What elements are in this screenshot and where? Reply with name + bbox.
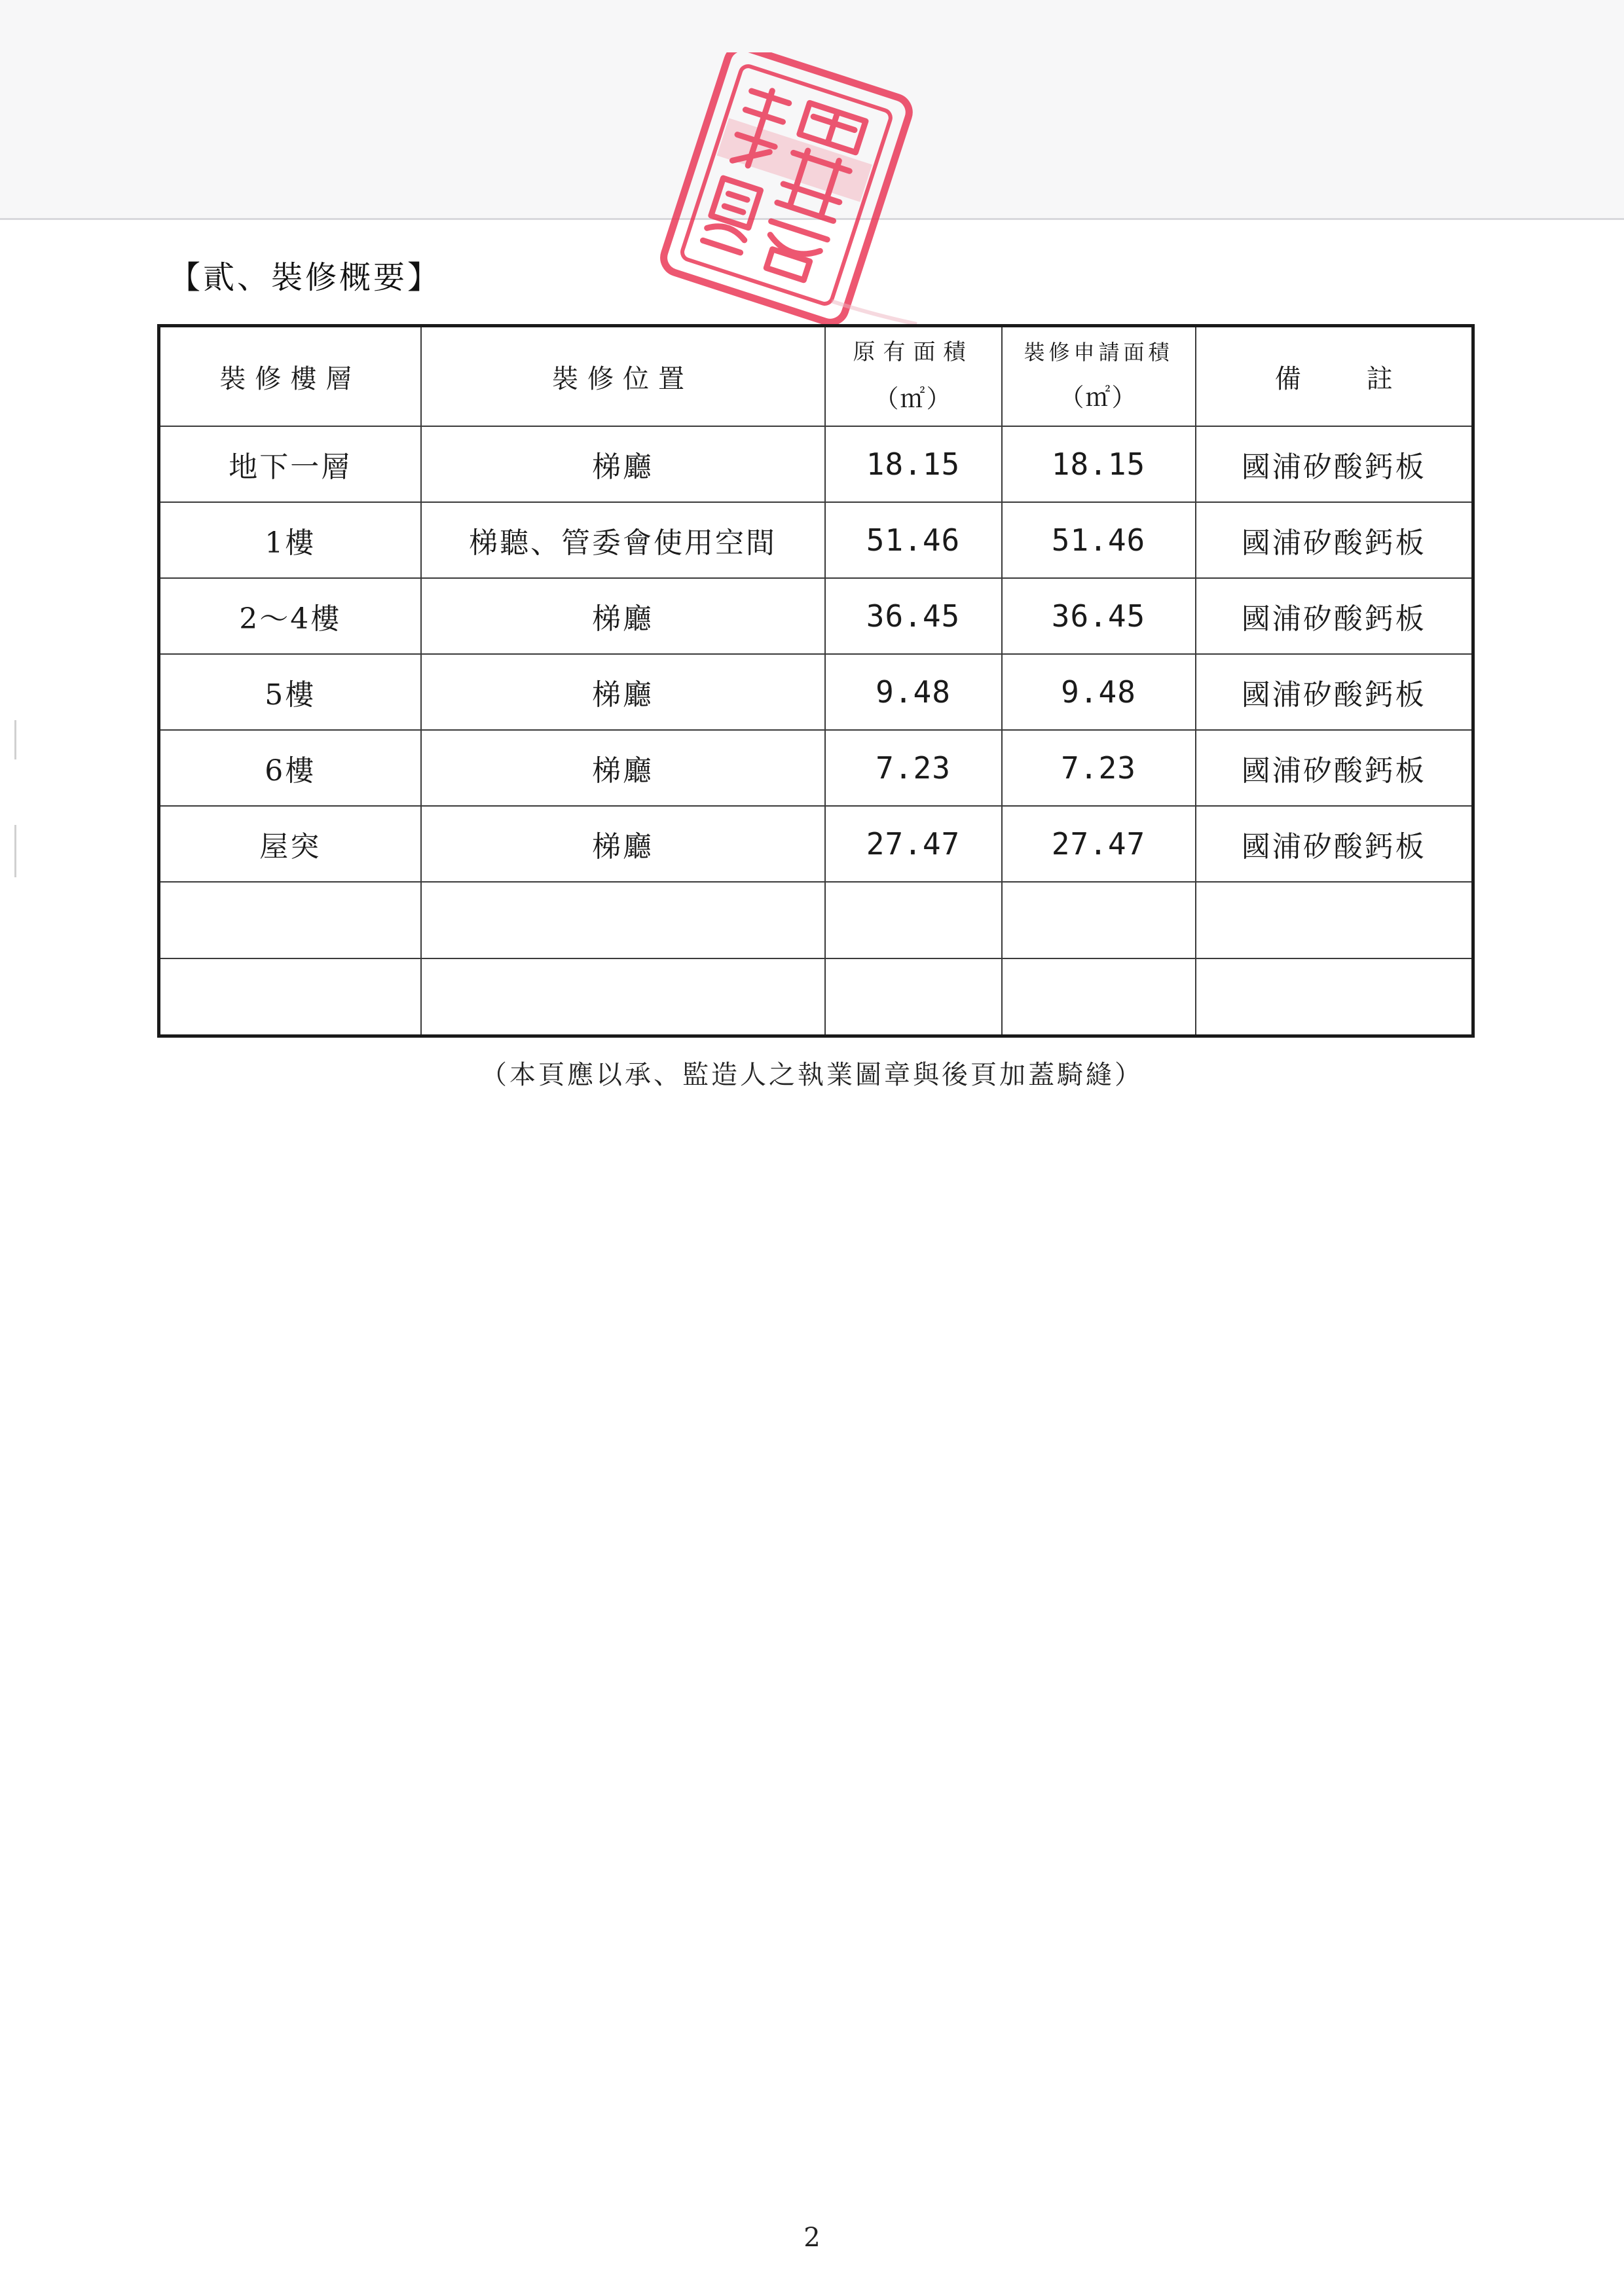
cell-applied-area: 7.23 [1002, 730, 1196, 806]
cell-empty [825, 958, 1002, 1036]
table-row [159, 730, 1473, 806]
cell-location: 梯廳 [421, 426, 825, 502]
cell-remarks: 國浦矽酸鈣板 [1196, 426, 1473, 502]
cell-remarks: 國浦矽酸鈣板 [1196, 730, 1473, 806]
cell-floor: 地下一層 [159, 426, 421, 502]
footnote: （本頁應以承、監造人之執業圖章與後頁加蓋騎縫） [481, 1060, 1143, 1090]
cell-remarks: 國浦矽酸鈣板 [1196, 578, 1473, 654]
cell-location: 梯廳 [421, 730, 825, 806]
cell-original-area: 51.46 [825, 502, 1002, 578]
cell-remarks: 國浦矽酸鈣板 [1196, 654, 1473, 730]
header-applied-area-unit: （㎡） [1059, 383, 1138, 412]
cell-floor: 6樓 [159, 730, 421, 806]
header-original-area-unit: （㎡） [874, 384, 953, 413]
table-header-row [159, 326, 1473, 427]
cell-applied-area: 27.47 [1002, 806, 1196, 882]
cell-location: 梯廳 [421, 654, 825, 730]
table-row [159, 578, 1473, 654]
page-number: 2 [803, 2223, 821, 2253]
header-remarks [1196, 326, 1473, 427]
header-floor: 裝修樓層 [159, 326, 421, 427]
table-row [159, 502, 1473, 578]
table-row-empty [159, 882, 1473, 958]
cell-applied-area: 51.46 [1002, 502, 1196, 578]
scan-speck [14, 825, 16, 877]
cell-floor: 屋突 [159, 806, 421, 882]
cell-empty [1002, 882, 1196, 958]
cell-original-area: 7.23 [825, 730, 1002, 806]
cell-location: 梯廳 [421, 578, 825, 654]
cell-empty [825, 882, 1002, 958]
header-location: 裝修位置 [421, 326, 825, 427]
cell-empty [421, 958, 825, 1036]
cell-empty [1002, 958, 1196, 1036]
header-original-area [825, 326, 1002, 427]
cell-original-area: 9.48 [825, 654, 1002, 730]
table-row [159, 654, 1473, 730]
cell-location: 梯聽、管委會使用空間 [421, 502, 825, 578]
table-row [159, 426, 1473, 502]
cell-empty [159, 958, 421, 1036]
cell-original-area: 27.47 [825, 806, 1002, 882]
cell-applied-area: 18.15 [1002, 426, 1196, 502]
cell-remarks: 國浦矽酸鈣板 [1196, 806, 1473, 882]
cell-empty [1196, 958, 1473, 1036]
cell-empty [1196, 882, 1473, 958]
cell-original-area: 18.15 [825, 426, 1002, 502]
cell-floor: 2～4樓 [159, 578, 421, 654]
cell-original-area: 36.45 [825, 578, 1002, 654]
red-seal-stamp-icon [616, 52, 943, 340]
renovation-summary-table [157, 324, 1475, 1038]
table-row [159, 806, 1473, 882]
cell-empty [159, 882, 421, 958]
cell-floor: 1樓 [159, 502, 421, 578]
section-title: 【貳、裝修概要】 [169, 259, 442, 296]
table-row-empty [159, 958, 1473, 1036]
scan-speck [14, 720, 16, 759]
cell-remarks: 國浦矽酸鈣板 [1196, 502, 1473, 578]
cell-location: 梯廳 [421, 806, 825, 882]
header-applied-area-label: 裝修申請面積 [1024, 340, 1173, 365]
cell-empty [421, 882, 825, 958]
cell-applied-area: 9.48 [1002, 654, 1196, 730]
header-remarks-label: 備註 [1274, 363, 1393, 394]
header-original-area-label: 原有面積 [853, 338, 974, 365]
header-applied-area [1002, 326, 1196, 427]
cell-floor: 5樓 [159, 654, 421, 730]
cell-applied-area: 36.45 [1002, 578, 1196, 654]
